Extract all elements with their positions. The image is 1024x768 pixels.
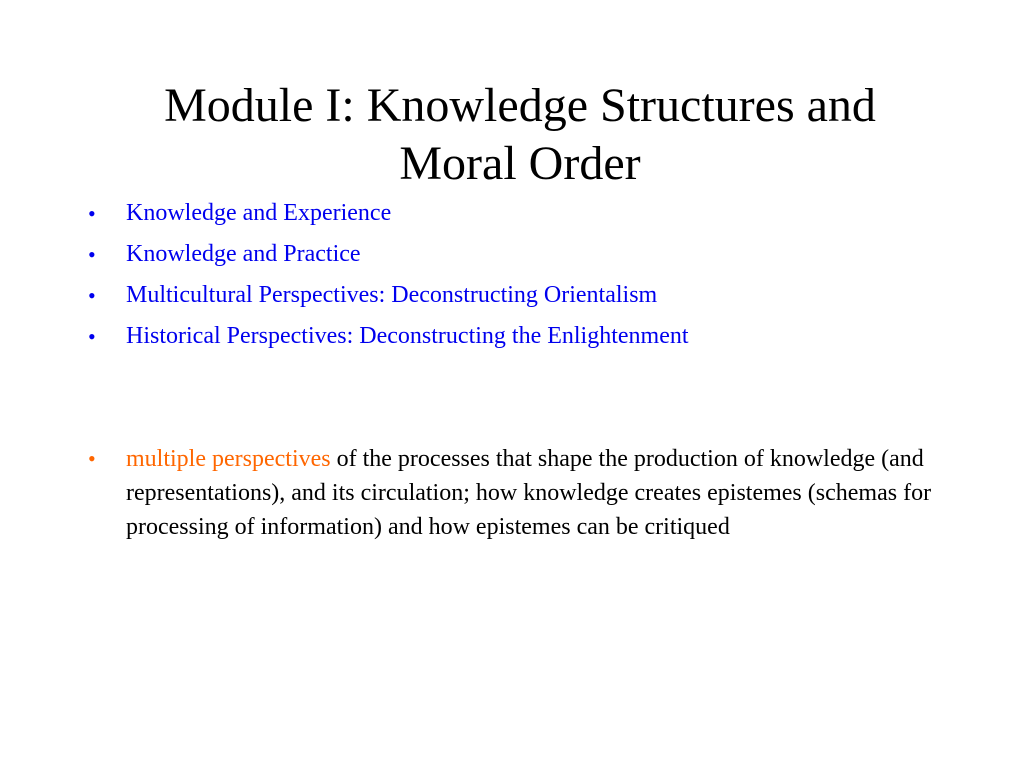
slide-title (80, 77, 960, 193)
highlighted-phrase: multiple perspectives (126, 446, 331, 472)
slide-title-line-1: Module I: Knowledge Structures and (164, 79, 876, 132)
topic-bullet-text: Historical Perspectives: Deconstructing the Enlightenment (126, 323, 689, 349)
topic-bullet-item (84, 197, 964, 230)
bullet-icon: • (88, 242, 96, 267)
topic-bullet-item (84, 238, 964, 271)
topic-bullet-item (84, 320, 964, 353)
bullet-icon: • (88, 283, 96, 308)
description-bullet-list (84, 442, 964, 552)
slide-title-line-2: Moral Order (399, 137, 641, 190)
description-bullet-item (84, 442, 964, 544)
bullet-icon: • (88, 446, 96, 471)
bullet-icon: • (88, 201, 96, 226)
description-text: of the processes that shape the production of knowledge (and representations), and its circulation; how knowledge creates epistemes (schemas for processing of information) and how epistemes can be critiqued (126, 446, 932, 540)
topic-bullet-text: Multicultural Perspectives: Deconstructing Orientalism (126, 282, 658, 308)
bullet-icon: • (88, 324, 96, 349)
topic-bullet-item (84, 279, 964, 312)
topic-bullet-text: Knowledge and Practice (126, 241, 361, 267)
topic-bullet-text: Knowledge and Experience (126, 200, 392, 226)
topic-bullet-list (84, 197, 964, 361)
